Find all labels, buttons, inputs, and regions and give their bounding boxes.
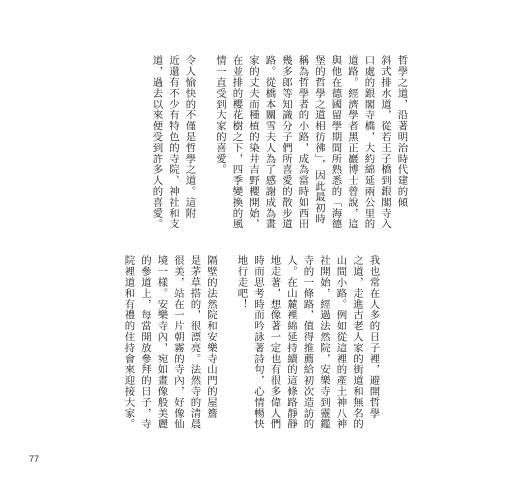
- text-column: 哲學之道，沿著明治時代建的傾: [395, 55, 408, 208]
- text-column: 院裡道和有禮的住持會來迎接大家。: [122, 255, 135, 430]
- text-column: 近還有不少有特色的寺院、神社和支: [167, 55, 179, 230]
- text-column: 隔壁的法然院和安樂寺山門的屋簷: [205, 255, 217, 419]
- text-column: 堡的哲學之道相彷彿」，因此最初時: [313, 55, 325, 225]
- text-column: 地走著，想像著一定也有很多偉人們: [268, 255, 281, 430]
- text-column: 與他在德國留學期間所熟悉的「海德: [329, 55, 342, 230]
- text-column: 在並排的櫻花樹之下，四季變換的風: [230, 55, 243, 230]
- text-column: 稱為哲學者的小路，成為當時如西田: [296, 55, 309, 230]
- text-column: 幾多郎等知識分子們所喜愛的散步道: [280, 55, 292, 230]
- text-column: 斜式排水道，從若王子橋到銀閣寺入: [379, 55, 391, 230]
- text-column: 山間小路。例如從這裡的產土神八神: [334, 255, 347, 430]
- text-column: 很美，站在一片朝霧的寺內，好像仙: [172, 255, 184, 430]
- text-column: 令人愉快的不僅是哲學之道。這附: [183, 55, 196, 219]
- text-column: 地行走吧！: [235, 255, 248, 310]
- paragraph-gap: [198, 55, 212, 229]
- text-column: 社開始，經過法然院，安樂寺到靈鑑: [318, 255, 330, 430]
- text-block-right: [148, 55, 410, 229]
- text-column: 境一樣。安樂寺內，宛如畫像般美麗: [155, 255, 168, 430]
- text-column: 的參道上，每當開放參拜的日子，寺: [139, 255, 151, 430]
- text-block-left: [120, 255, 382, 429]
- page-number: 77: [29, 454, 40, 464]
- text-column: 道，過去以來便受到許多人的喜愛。: [150, 55, 163, 230]
- text-column: 時而思考時而吟詠著詩句，心情暢快: [252, 255, 264, 430]
- text-column: 家的丈夫而種植的染井吉野櫻開始，: [247, 55, 259, 230]
- text-column: 我也常在人多的日子裡，避開哲學: [367, 255, 380, 419]
- text-column: 寺的一條路，值得推薦給初次造訪的: [301, 255, 314, 430]
- text-column: 情一直受到大家的喜愛。: [214, 55, 226, 175]
- text-column: 口處的銀閣寺橋，大約綿延兩公里的: [362, 55, 375, 230]
- text-column: 路。從橋本關雪夫人為了感謝成為畫: [263, 55, 276, 230]
- text-column: 之道，走進古老人家的街道和無名的: [351, 255, 363, 430]
- paragraph-gap: [219, 255, 233, 429]
- text-column: 道路。經濟學者黑正巖博士曾說，這: [346, 55, 358, 230]
- text-column: 人。在山麓裡綿延持續的這條路靜靜: [285, 255, 297, 430]
- text-column: 是茅草搭的，很漂亮。法然寺的清晨: [188, 255, 201, 430]
